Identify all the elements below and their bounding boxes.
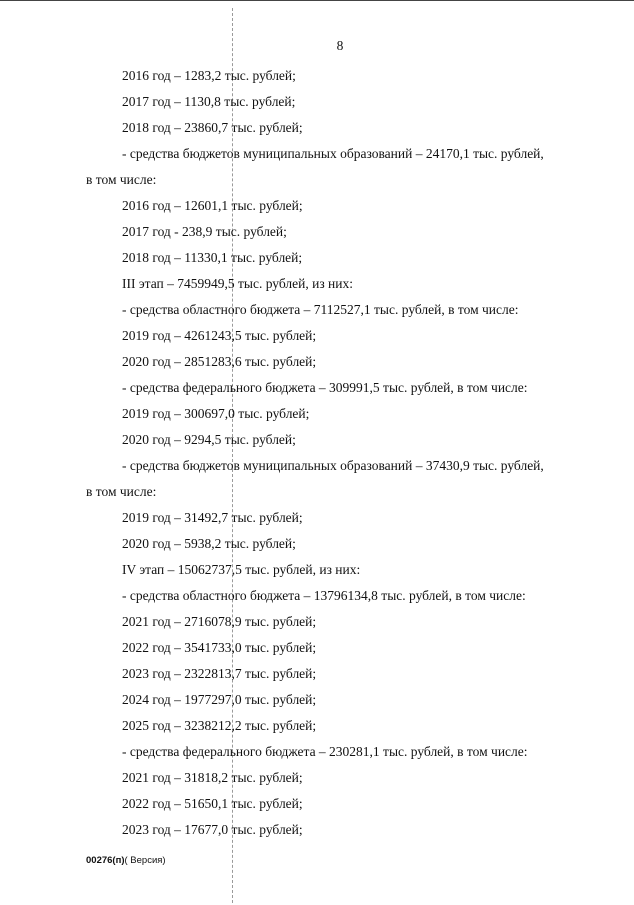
text-line: 2021 год – 31818,2 тыс. рублей; — [122, 770, 303, 785]
form-code: 00276(п) — [86, 855, 125, 866]
budget-text-body — [0, 68, 634, 848]
text-line: 2022 год – 3541733,0 тыс. рублей; — [122, 640, 317, 655]
text-line: 2020 год – 2851283,6 тыс. рублей; — [122, 354, 317, 369]
text-line: 2018 год – 23860,7 тыс. рублей; — [122, 120, 303, 135]
text-line: 2025 год – 3238212,2 тыс. рублей; — [122, 718, 317, 733]
text-line: 2017 год – 1130,8 тыс. рублей; — [122, 94, 296, 109]
text-line: 2019 год – 300697,0 тыс. рублей; — [122, 406, 310, 421]
text-line: 2016 год – 12601,1 тыс. рублей; — [122, 198, 303, 213]
page-number: 8 — [336, 38, 344, 53]
document-footer-code — [86, 855, 166, 866]
version-label: ( Версия) — [124, 855, 166, 866]
text-line: в том числе: — [86, 484, 157, 499]
text-line: 2018 год – 11330,1 тыс. рублей; — [122, 250, 303, 265]
text-line: IV этап – 15062737,5 тыс. рублей, из них: — [122, 562, 361, 577]
text-line: 2020 год – 9294,5 тыс. рублей; — [122, 432, 296, 447]
text-line: 2019 год – 4261243,5 тыс. рублей; — [122, 328, 317, 343]
text-line: - средства федерального бюджета – 230281,1 тыс. рублей, в том числе: — [122, 744, 528, 759]
text-line: 2022 год – 51650,1 тыс. рублей; — [122, 796, 303, 811]
text-line: 2019 год – 31492,7 тыс. рублей; — [122, 510, 303, 525]
text-line: 2021 год – 2716078,9 тыс. рублей; — [122, 614, 317, 629]
text-line: 2020 год – 5938,2 тыс. рублей; — [122, 536, 296, 551]
text-line: - средства федерального бюджета – 309991,5 тыс. рублей, в том числе: — [122, 380, 528, 395]
text-line: 2023 год – 17677,0 тыс. рублей; — [122, 822, 303, 837]
text-line: 2016 год – 1283,2 тыс. рублей; — [122, 68, 296, 83]
text-line: 2017 год - 238,9 тыс. рублей; — [122, 224, 287, 239]
text-line: 2023 год – 2322813,7 тыс. рублей; — [122, 666, 317, 681]
text-line: - средства бюджетов муниципальных образований – 37430,9 тыс. рублей, — [122, 458, 544, 473]
text-line: - средства областного бюджета – 7112527,1 тыс. рублей, в том числе: — [122, 302, 519, 317]
page-top-edge — [0, 0, 634, 1]
text-line: III этап – 7459949,5 тыс. рублей, из них: — [122, 276, 353, 291]
text-line: - средства бюджетов муниципальных образований – 24170,1 тыс. рублей, — [122, 146, 544, 161]
text-line: в том числе: — [86, 172, 157, 187]
text-line: 2024 год – 1977297,0 тыс. рублей; — [122, 692, 317, 707]
text-line: - средства областного бюджета – 13796134,8 тыс. рублей, в том числе: — [122, 588, 526, 603]
